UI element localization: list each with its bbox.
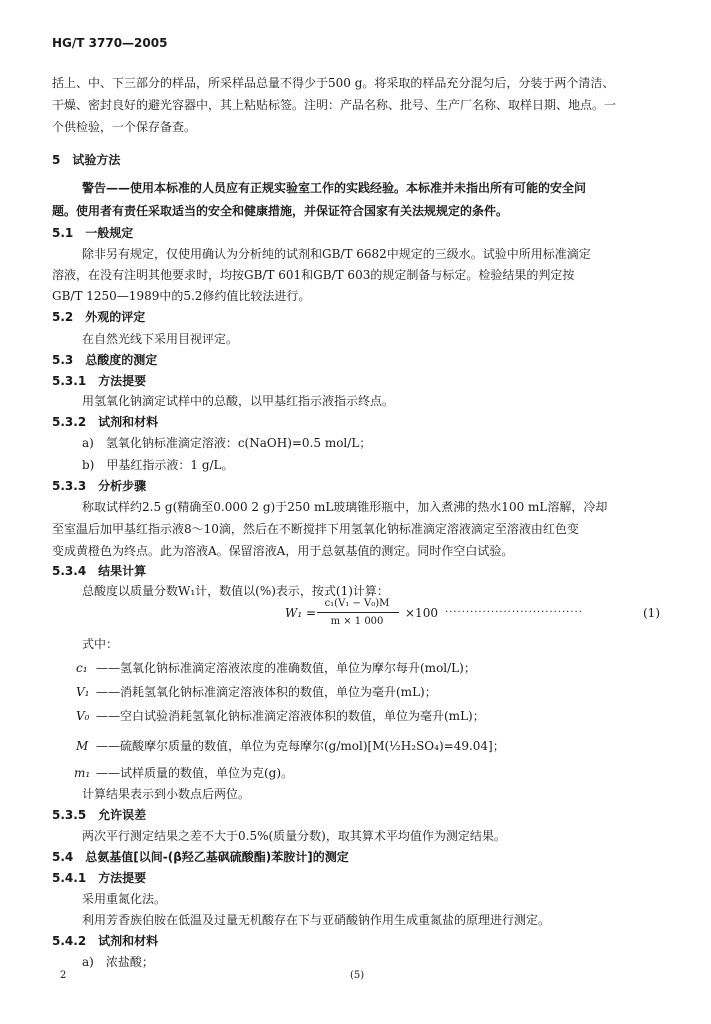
standard-header: HG/T 3770—2005 [52, 36, 168, 50]
section-5-3-heading: 5.3 总酸度的测定 [52, 353, 158, 367]
formula-rhs: ×100 [405, 606, 438, 620]
list-item: b) 甲基红指示液：1 g/L。 [82, 458, 234, 472]
var-definition: ——空白试验消耗氢氧化钠标准滴定溶液体积的数值，单位为毫升(mL)； [96, 709, 485, 723]
body-line: 称取试样约2.5 g(精确至0.000 2 g)于250 mL玻璃锥形瓶中，加入煮沸的热水100 mL溶解，冷却 [82, 500, 608, 514]
section-5-4-2-heading: 5.4.2 试剂和材料 [52, 934, 159, 948]
body-line: 计算结果表示到小数点后两位。 [82, 787, 251, 801]
var-symbol: M [76, 739, 89, 753]
section-5-3-4-heading: 5.3.4 结果计算 [52, 564, 147, 578]
footer-center-mark: (5) [350, 970, 365, 981]
var-symbol: V₀ [76, 709, 90, 723]
body-line: 除非另有规定，仅使用确认为分析纯的试剂和GB/T 6682中规定的三级水。试验中所用标准滴定 [82, 247, 591, 261]
warning-line: 题。使用者有责任采取适当的安全和健康措施，并保证符合国家有关法规规定的条件。 [52, 204, 509, 218]
section-5-3-2-heading: 5.3.2 试剂和材料 [52, 415, 159, 429]
list-item: a) 氢氧化钠标准滴定溶液：c(NaOH)=0.5 mol/L； [82, 436, 372, 450]
body-line: 干燥、密封良好的避光容器中，其上粘贴标签。注明：产品名称、批号、生产厂名称、取样日期、地点。一 [52, 98, 617, 112]
section-5-3-1-heading: 5.3.1 方法提要 [52, 374, 147, 388]
section-5-heading: 5 试验方法 [52, 153, 121, 167]
body-line: 用氢氧化钠滴定试样中的总酸，以甲基红指示液指示终点。 [82, 394, 395, 408]
var-definition: ——试样质量的数值，单位为克(g)。 [96, 766, 294, 780]
body-line: 两次平行测定结果之差不大于0.5%(质量分数)，取其算术平均值作为测定结果。 [82, 829, 506, 843]
fraction-bar [317, 612, 399, 613]
list-item: a) 浓盐酸； [82, 955, 154, 969]
section-5-2-heading: 5.2 外观的评定 [52, 310, 146, 324]
body-line: 利用芳香族伯胺在低温及过量无机酸存在下与亚硝酸钠作用生成重氮盐的原理进行测定。 [82, 913, 551, 927]
section-5-4-heading: 5.4 总氨基值[以间-(β羟乙基砜硫酸酯)苯胺计]的测定 [52, 850, 349, 864]
body-line: 至室温后加甲基红指示液8～10滴，然后在不断搅拌下用氢氧化钠标准滴定溶液滴定至溶液由红色变 [52, 522, 579, 536]
body-line: 在自然光线下采用目视评定。 [82, 332, 239, 346]
body-line: 括上、中、下三部分的样品，所采样品总量不得少于500 g。将采取的样品充分混匀后，分装于两个清洁、 [52, 76, 615, 90]
formula-leader: ································· [445, 607, 583, 618]
section-5-1-heading: 5.1 一般规定 [52, 226, 134, 240]
formula-numerator: c₁(V₁ − V₀)M [324, 598, 390, 609]
formula-1 [285, 597, 665, 631]
warning-line: 警告——使用本标准的人员应有正规实验室工作的实践经验。本标准并未指出所有可能的安全问 [82, 181, 587, 195]
var-symbol: c₁ [76, 661, 88, 675]
page-number: 2 [60, 970, 67, 981]
var-symbol: m₁ [74, 766, 91, 780]
var-definition: ——消耗氢氧化钠标准滴定溶液体积的数值，单位为毫升(mL)； [96, 685, 437, 699]
var-definition: ——氢氧化钠标准滴定溶液浓度的准确数值，单位为摩尔每升(mol/L)； [96, 661, 476, 675]
section-5-3-3-heading: 5.3.3 分析步骤 [52, 479, 147, 493]
formula-lhs: W₁ = [285, 606, 317, 620]
formula-denominator: m × 1 000 [330, 616, 384, 627]
var-definition: ——硫酸摩尔质量的数值，单位为克每摩尔(g/mol)[M(½H₂SO₄)=49.04]； [96, 739, 505, 753]
section-5-4-1-heading: 5.4.1 方法提要 [52, 871, 147, 885]
where-label: 式中： [82, 637, 119, 651]
body-line: 变成黄橙色为终点。此为溶液A。保留溶液A，用于总氨基值的测定。同时作空白试验。 [52, 544, 514, 558]
body-line: GB/T 1250—1989中的5.2修约值比较法进行。 [52, 289, 311, 303]
body-line: 采用重氮化法。 [82, 892, 167, 906]
body-line: 溶液，在没有注明其他要求时，均按GB/T 601和GB/T 603的规定制备与标定。检验结果的判定按 [52, 268, 575, 282]
body-line: 总酸度以质量分数W₁计，数值以(%)表示，按式(1)计算： [82, 584, 389, 598]
var-symbol: V₁ [76, 685, 90, 699]
body-line: 个供检验，一个保存备查。 [52, 120, 197, 134]
section-5-3-5-heading: 5.3.5 允许误差 [52, 808, 147, 822]
formula-number: (1) [643, 606, 660, 620]
